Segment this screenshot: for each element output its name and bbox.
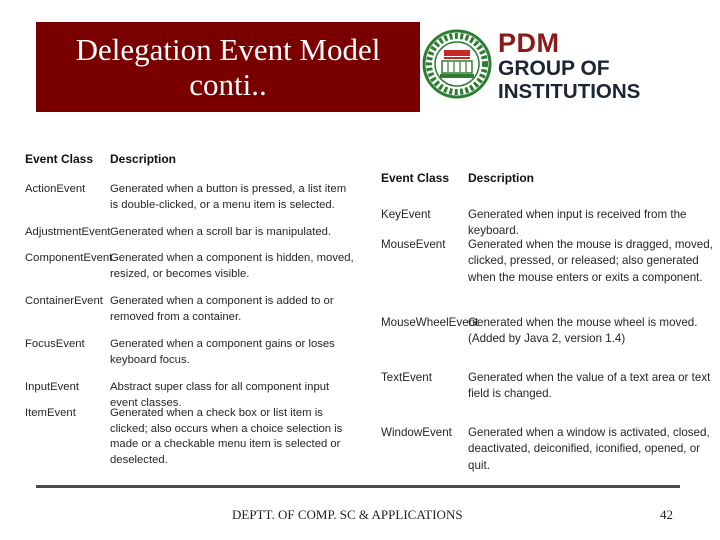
description-cell: Generated when a window is activated, closed, deactivated, deiconified, iconified, opened, or quit. xyxy=(468,426,710,472)
event-class-table-right xyxy=(381,170,711,470)
description-cell: Generated when a button is pressed, a list item is double-clicked, or a menu item is selected. xyxy=(110,183,347,211)
description-cell: Generated when the mouse is dragged, moved, clicked, pressed, or released; also generated when the mouse enters or exits a component. xyxy=(468,238,713,284)
page-number: 42 xyxy=(660,507,673,522)
event-class-cell: ContainerEvent xyxy=(25,295,103,307)
footer-divider xyxy=(36,485,680,488)
description-cell: Generated when a check box or list item is clicked; also occurs when a choice selection is made or a checkable menu item is selected or deselected. xyxy=(110,407,343,466)
logo-line3: INSTITUTIONS xyxy=(498,80,641,103)
description-cell: Generated when the mouse wheel is moved. (Added by Java 2, version 1.4) xyxy=(468,316,698,346)
event-class-cell: ItemEvent xyxy=(25,407,76,419)
logo-line2: GROUP OF xyxy=(498,57,610,80)
description-cell: Abstract super class for all component input event classes. xyxy=(110,381,330,409)
header-description: Description xyxy=(468,171,535,185)
event-class-cell: ComponentEvent xyxy=(25,252,113,264)
event-class-cell: KeyEvent xyxy=(381,208,431,221)
description-cell: Generated when a component gains or loses keyboard focus. xyxy=(110,338,335,366)
description-cell: Generated when input is received from the keyboard. xyxy=(468,208,687,238)
pdm-logo xyxy=(422,27,684,103)
event-class-cell: MouseEvent xyxy=(381,238,446,251)
slide-title xyxy=(36,22,420,112)
description-cell: Generated when a component is added to or removed from a container. xyxy=(110,295,334,323)
footer-department: DEPTT. OF COMP. SC & APPLICATIONS xyxy=(232,507,463,522)
slide-title-line1: Delegation Event Model xyxy=(75,32,381,67)
description-cell: Generated when the value of a text area or text field is changed. xyxy=(468,371,711,401)
event-class-cell: AdjustmentEvent xyxy=(25,226,111,238)
event-class-cell: WindowEvent xyxy=(381,426,452,439)
event-class-cell: InputEvent xyxy=(25,381,80,393)
event-class-cell: ActionEvent xyxy=(25,183,86,195)
header-description: Description xyxy=(110,152,177,166)
header-event-class: Event Class xyxy=(381,171,450,185)
event-class-cell: TextEvent xyxy=(381,371,432,384)
event-class-cell: FocusEvent xyxy=(25,338,85,350)
logo-name: PDM xyxy=(498,28,560,58)
slide-title-line2: conti.. xyxy=(189,67,267,102)
header-event-class: Event Class xyxy=(25,152,94,166)
event-class-table-left xyxy=(25,152,355,466)
pdm-seal-icon xyxy=(422,29,492,99)
logo-wordmark xyxy=(498,29,640,103)
event-class-cell: MouseWheelEvent xyxy=(381,316,479,329)
description-cell: Generated when a scroll bar is manipulated. xyxy=(110,226,332,238)
description-cell: Generated when a component is hidden, moved, resized, or becomes visible. xyxy=(110,252,354,280)
